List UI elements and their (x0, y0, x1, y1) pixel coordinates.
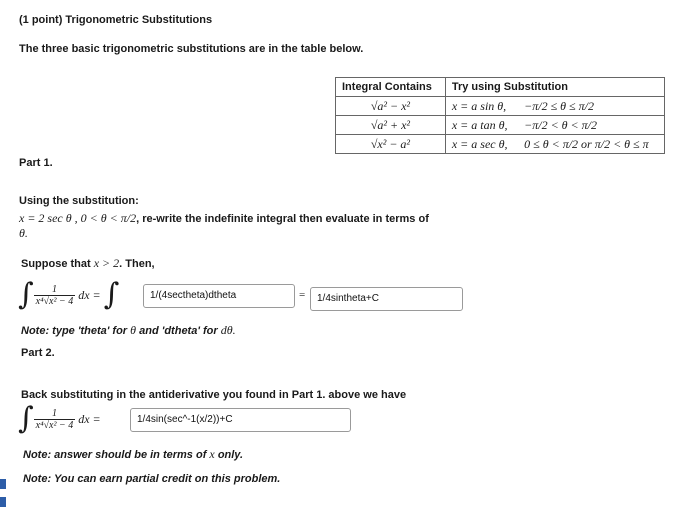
dx-equals: dx = (78, 287, 101, 302)
answer-input-back-substituted[interactable]: 1/4sin(sec^-1(x/2))+C (130, 408, 351, 432)
part1-label: Part 1. (19, 157, 53, 169)
partial-credit-note: Note: You can earn partial credit on this problem. (23, 473, 281, 485)
integrand-fraction (34, 408, 76, 431)
table-row (336, 135, 665, 154)
note-theta-symbol: θ (130, 323, 137, 337)
dx-equals: dx = (78, 411, 101, 426)
table-header-row (336, 78, 665, 97)
fraction-denominator: x⁴√x² − 4 (35, 419, 74, 431)
suppose-statement (21, 256, 155, 271)
note1-x: x (209, 447, 215, 461)
integral-sign: ∫ (103, 277, 120, 312)
table-cell: √x² − a² (336, 135, 446, 154)
substitution-table (335, 77, 665, 154)
table-cell: √a² − x² (336, 97, 446, 116)
part2-label: Part 2. (21, 347, 55, 359)
fraction-numerator: 1 (34, 284, 76, 296)
note-mid: and 'dtheta' for (139, 325, 218, 337)
table-cell: x = a sin θ, (445, 97, 518, 116)
note1-prefix: Note: answer should be in terms of (23, 449, 207, 461)
then-text: . Then, (119, 258, 155, 270)
equals-sign: = (299, 289, 306, 301)
note1-suffix: only. (217, 449, 244, 461)
table-row (336, 116, 665, 135)
integral-expression-part2 (18, 401, 101, 437)
note-prefix: Note: type 'theta' for (21, 325, 128, 337)
edge-marker (0, 479, 6, 489)
suppose-math: x > 2 (93, 256, 120, 270)
answer-input-evaluated[interactable]: 1/4sintheta+C (310, 287, 463, 311)
table-cell: −π/2 < θ < π/2 (518, 116, 664, 135)
intro-text: The three basic trigonometric substitutions are in the table below. (19, 43, 364, 55)
answer-input-integral[interactable]: 1/(4sectheta)dtheta (143, 284, 295, 308)
edge-marker (0, 497, 6, 507)
fraction-numerator: 1 (34, 408, 76, 420)
table-header: Integral Contains (336, 78, 446, 97)
fraction-denominator: x⁴√x² − 4 (35, 295, 74, 307)
back-substitute-text: Back substituting in the antiderivative you found in Part 1. above we have (21, 389, 407, 401)
table-cell: −π/2 ≤ θ ≤ π/2 (518, 97, 664, 116)
problem-title: (1 point) Trigonometric Substitutions (19, 14, 213, 26)
table-header: Try using Substitution (445, 78, 664, 97)
integrand-fraction (34, 284, 76, 307)
substitution-math: x = 2 sec θ , 0 < θ < π/2 (19, 211, 137, 225)
table-cell: √a² + x² (336, 116, 446, 135)
note-dtheta-symbol: dθ. (220, 323, 236, 337)
integral-sign: ∫ (18, 401, 34, 436)
note-terms-of-x (23, 447, 243, 462)
substitution-statement (19, 211, 429, 226)
instruction-text: , re-write the indefinite integral then evaluate in terms of (136, 213, 429, 225)
suppose-text: Suppose that (21, 258, 91, 270)
integral-expression (18, 277, 119, 313)
note-theta (21, 323, 236, 338)
integral-sign: ∫ (18, 277, 34, 312)
table-row (336, 97, 665, 116)
table-cell: x = a sec θ, (445, 135, 518, 154)
theta-symbol: θ. (19, 226, 28, 240)
table-cell: 0 ≤ θ < π/2 or π/2 < θ ≤ π (518, 135, 664, 154)
table-cell: x = a tan θ, (445, 116, 518, 135)
substitution-intro: Using the substitution: (19, 195, 139, 207)
